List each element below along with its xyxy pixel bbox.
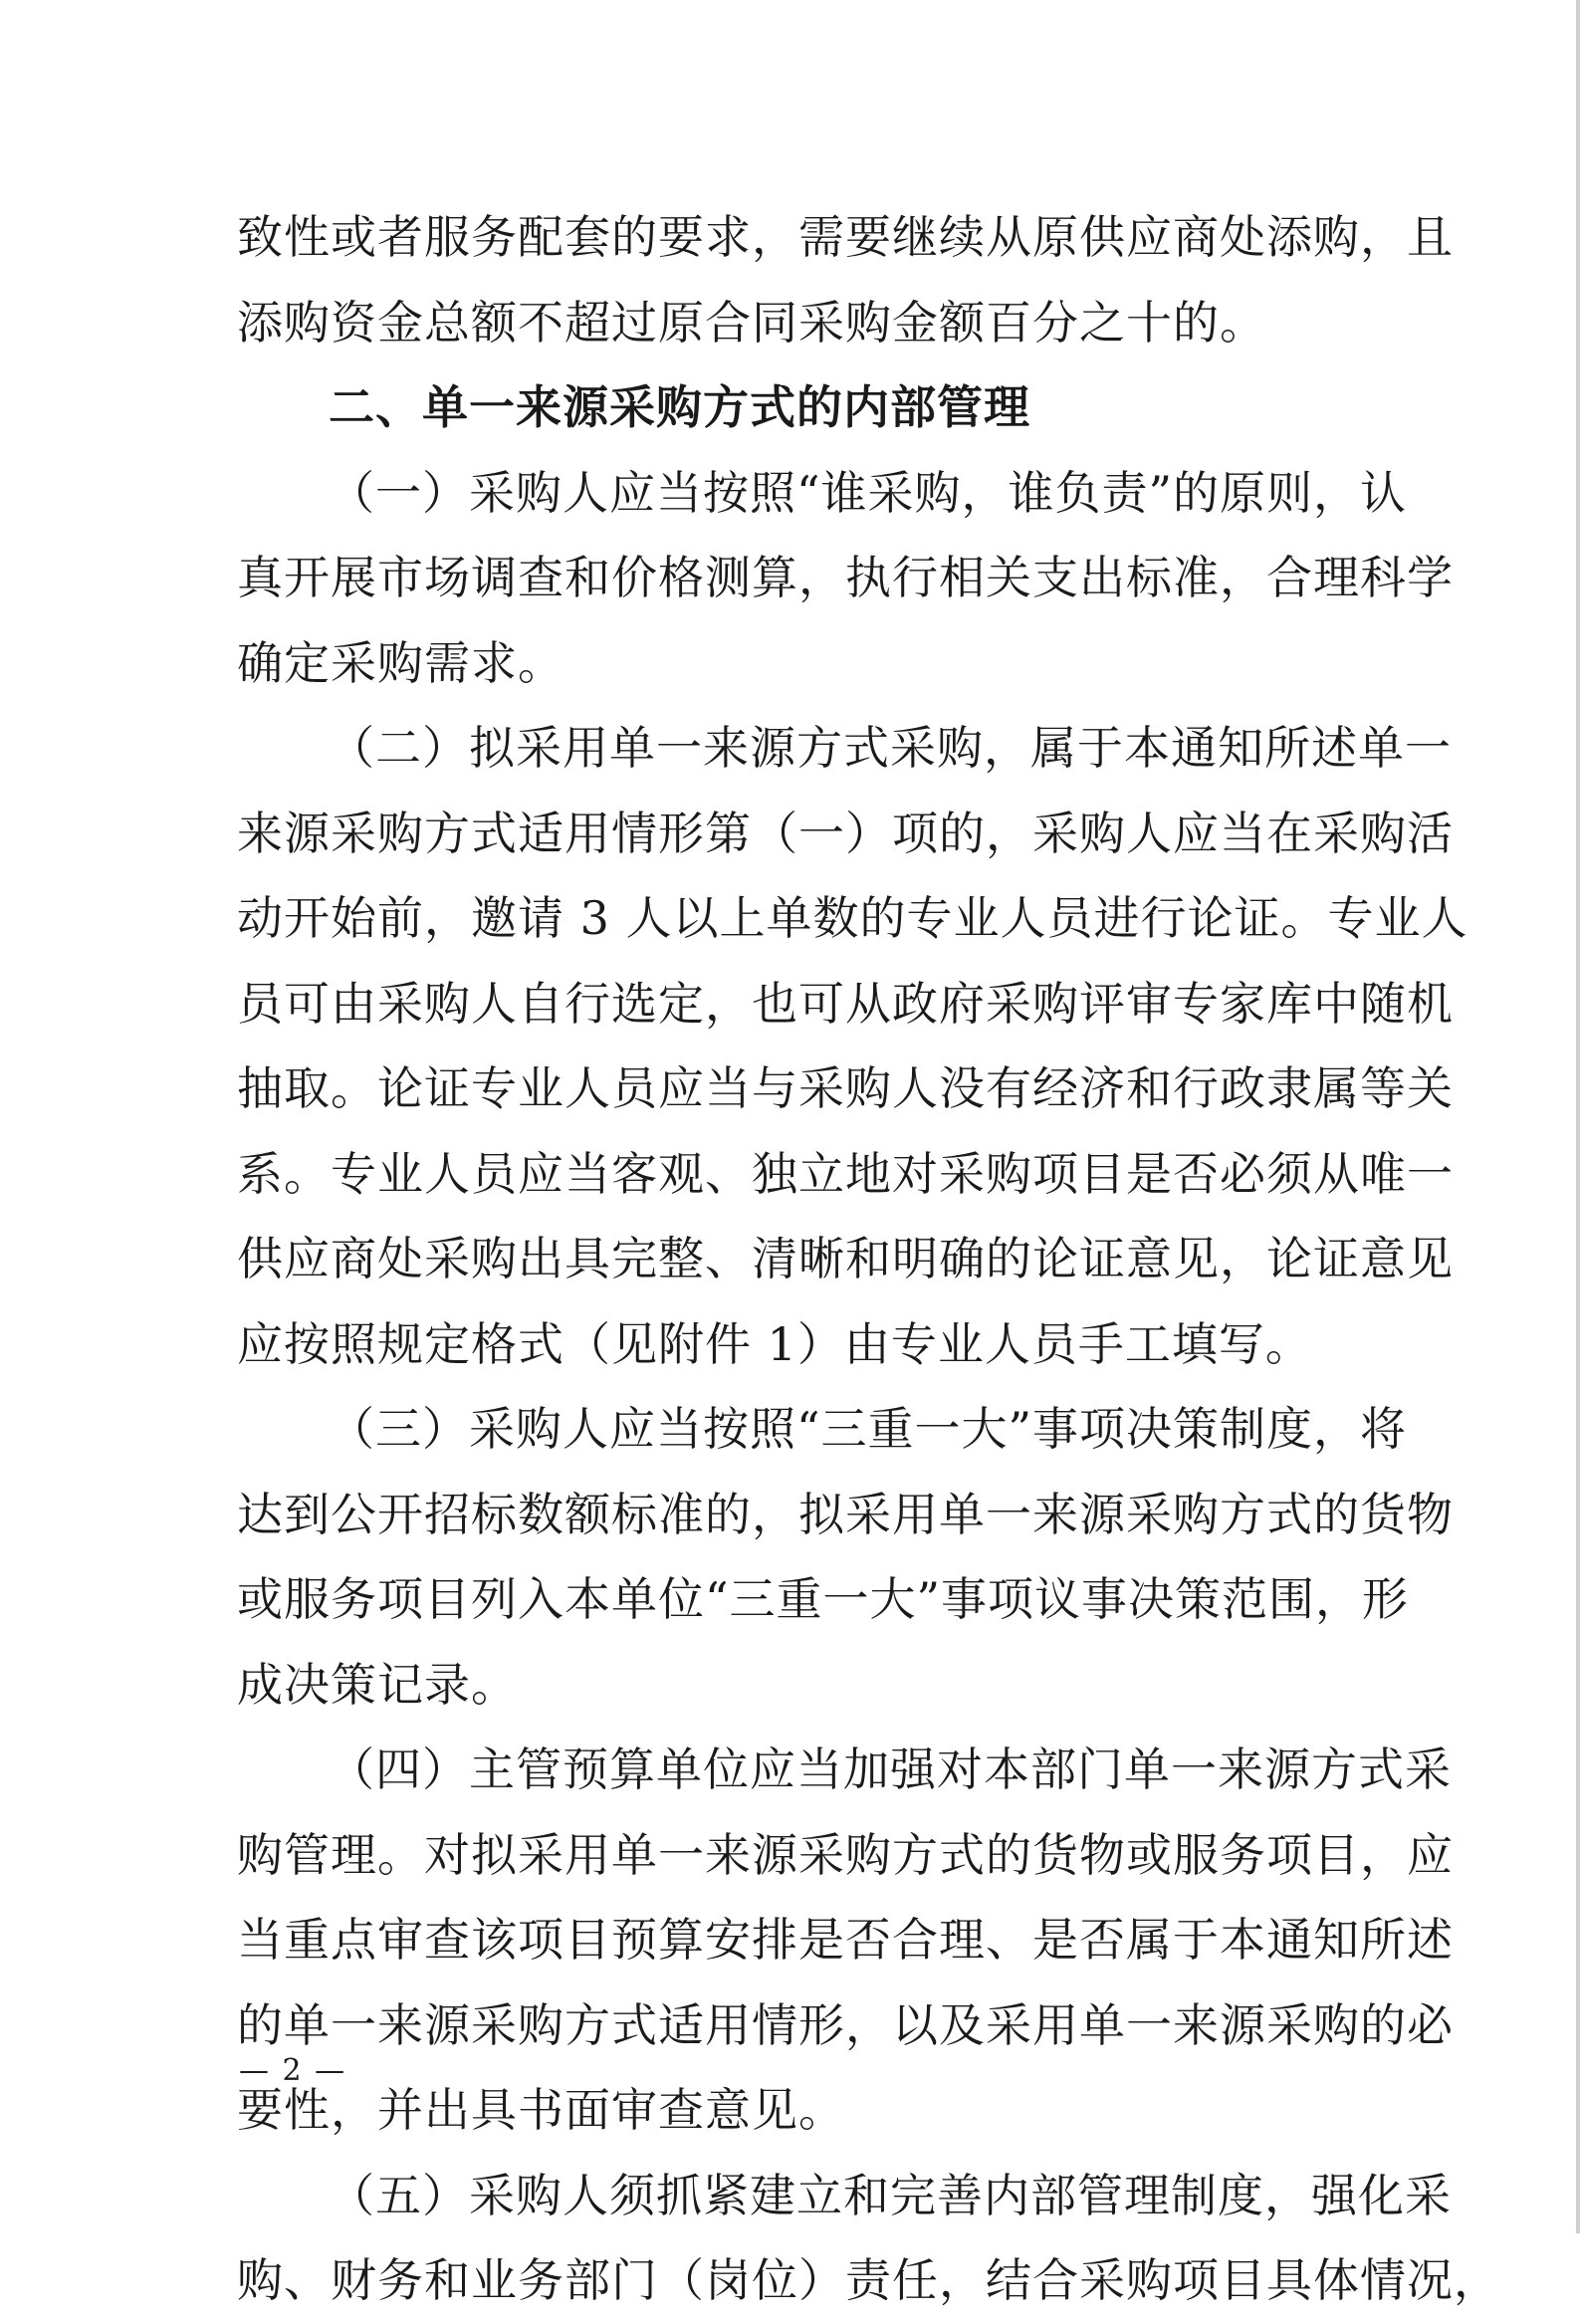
text-line: 添购资金总额不超过原合同采购金额百分之十的。 (237, 295, 1266, 349)
text-line: 系。专业人员应当客观、独立地对采购项目是否必须从唯一 (237, 1146, 1454, 1201)
text-line: 购管理。对拟采用单一来源采购方式的货物或服务项目，应 (237, 1827, 1454, 1882)
section-heading: 二、单一来源采购方式的内部管理 (329, 380, 1030, 434)
page-number: — 2 — (239, 2053, 347, 2088)
body-text (237, 195, 1500, 2324)
text-line: （三）采购人应当按照“三重一大”事项决策制度，将 (329, 1402, 1408, 1456)
text-line: 确定采购需求。 (237, 635, 564, 690)
text-line: 动开始前，邀请 3 人以上单数的专业人员进行论证。专业人 (237, 891, 1468, 945)
text-line: 要性，并出具书面审查意见。 (237, 2083, 845, 2137)
text-line: 应按照规定格式（见附件 1）由专业人员手工填写。 (237, 1316, 1312, 1371)
text-line: 员可由采购人自行选定，也可从政府采购评审专家库中随机 (237, 976, 1454, 1031)
text-line: 购、财务和业务部门（岗位）责任，结合采购项目具体情况， (237, 2253, 1500, 2307)
text-line: 真开展市场调查和价格测算，执行相关支出标准，合理科学 (237, 551, 1454, 604)
text-line: 成决策记录。 (237, 1657, 518, 1712)
text-line: 供应商处采购出具完整、清晰和明确的论证意见，论证意见 (237, 1232, 1454, 1285)
text-line: 当重点审查该项目预算安排是否合理、是否属于本通知所述 (237, 1913, 1454, 1967)
text-line: 的单一来源采购方式适用情形，以及采用单一来源采购的必 (237, 1997, 1454, 2052)
text-line: （二）拟采用单一来源方式采购，属于本通知所述单一 (329, 721, 1452, 775)
scan-edge-divider (1576, 0, 1580, 2233)
text-line: 致性或者服务配套的要求，需要继续从原供应商处添购，且 (237, 210, 1454, 264)
text-line: （五）采购人须抓紧建立和完善内部管理制度，强化采 (329, 2168, 1452, 2222)
text-line: 或服务项目列入本单位“三重一大”事项议事决策范围，形 (237, 1572, 1410, 1626)
text-line: （一）采购人应当按照“谁采购，谁负责”的原则，认 (329, 465, 1408, 520)
text-line: 来源采购方式适用情形第（一）项的，采购人应当在采购活 (237, 806, 1454, 860)
text-line: 抽取。论证专业人员应当与采购人没有经济和行政隶属等关 (237, 1061, 1454, 1115)
text-line: （四）主管预算单位应当加强对本部门单一来源方式采 (329, 1743, 1452, 1796)
text-line: 达到公开招标数额标准的，拟采用单一来源采购方式的货物 (237, 1487, 1454, 1541)
